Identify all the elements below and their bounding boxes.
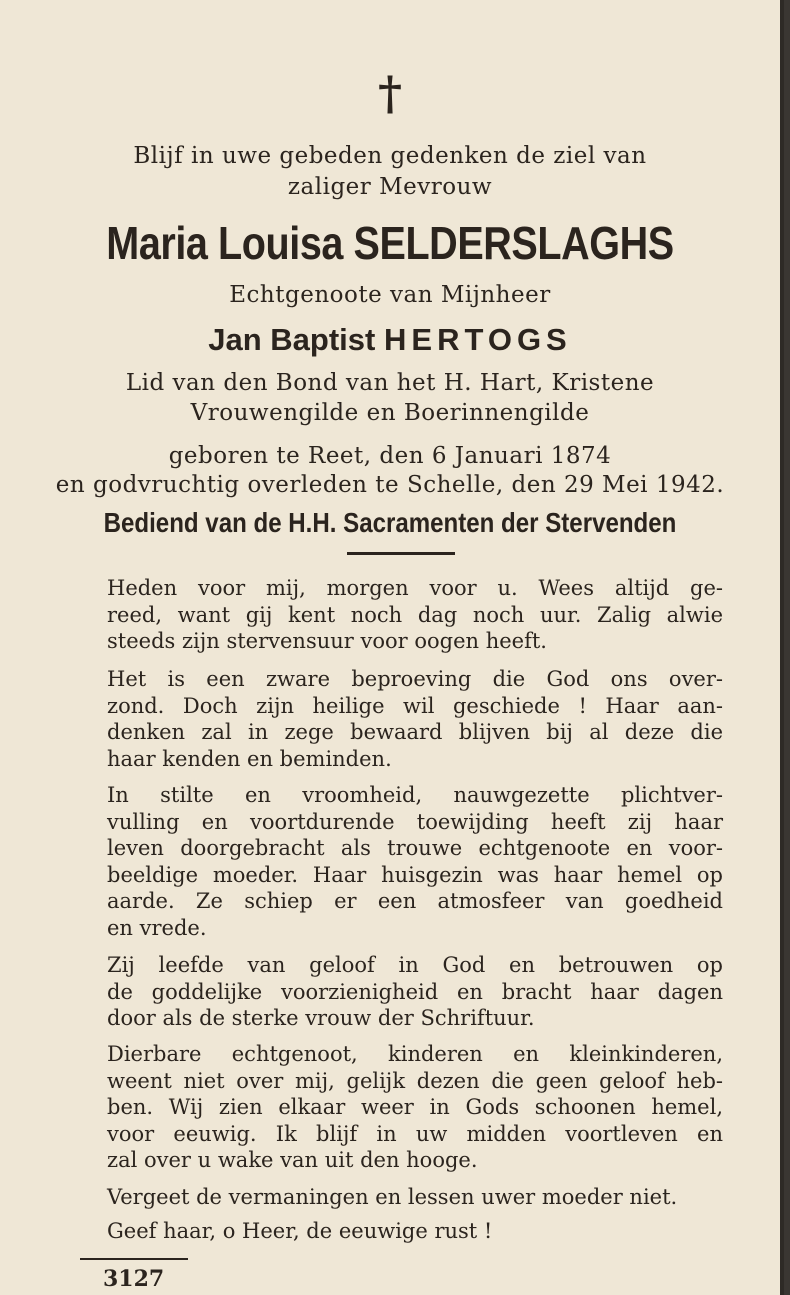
spouse-name [0, 322, 780, 358]
paragraph-3 [107, 782, 723, 941]
intro-line-1: Blijf in uwe gebeden gedenken de ziel van [133, 143, 647, 169]
paragraph-line: Dierbare echtgenoot, kinderen en kleinkinderen, [107, 1042, 723, 1066]
paragraph-line: de goddelijke voorzienigheid en bracht haar dagen [107, 979, 723, 1004]
paragraph-line: zond. Doch zijn heilige wil geschiede ! Haar aan- [107, 693, 723, 718]
paragraph-line: vulling en voortdurende toewijding heeft zij haar [107, 809, 723, 834]
spouse-intro: Echtgenoote van Mijnheer [229, 282, 551, 308]
sacraments-line: Bediend van de H.H. Sacramenten der Stervenden [103, 507, 677, 538]
paragraph-line: zal over u wake van uit den hooge. [107, 1148, 478, 1172]
paragraph-line: denken zal in zege bewaard blijven bij al deze die [107, 720, 723, 744]
birth-line: geboren te Reet, den 6 Januari 1874 [168, 443, 612, 469]
cross-icon: † [377, 66, 403, 120]
spouse-first-names: Jan Baptist [208, 322, 376, 357]
paragraph-4 [107, 952, 723, 1032]
paragraph-1 [107, 575, 723, 655]
paragraph-line: leven doorgebracht als trouwe echtgenoote en voor- [107, 836, 723, 860]
paragraph-line: reed, want gij kent noch dag noch uur. Zalig alwie [107, 602, 723, 627]
paragraph-line: haar kenden en beminden. [107, 746, 392, 771]
divider-rule [347, 552, 455, 555]
paragraph-line: voor eeuwig. Ik blijf in uw midden voortleven en [107, 1121, 723, 1146]
paragraph-line: In stilte en vroomheid, nauwgezette plichtver- [107, 783, 723, 807]
closing-line-2: Geef haar, o Heer, de eeuwige rust ! [107, 1219, 493, 1243]
deceased-name: Maria Louisa SELDERSLAGHS [106, 217, 674, 269]
membership-line-2: Vrouwengilde en Boerinnengilde [190, 400, 590, 426]
paragraph-line: weent niet over mij, gelijk dezen die geen geloof heb- [107, 1068, 723, 1093]
paragraph-line: Zij leefde van geloof in God en betrouwen op [107, 953, 723, 977]
spouse-surname: HERTOGS [384, 322, 572, 357]
paragraph-line: ben. Wij zien elkaar weer in Gods schoonen hemel, [107, 1095, 723, 1119]
number-rule [80, 1258, 188, 1260]
paragraph-line: steeds zijn stervensuur voor oogen heeft. [107, 629, 547, 653]
paragraph-5 [107, 1041, 723, 1174]
closing-line-1: Vergeet de vermaningen en lessen uwer moeder niet. [107, 1185, 678, 1209]
paragraph-line: beeldige moeder. Haar huisgezin was haar hemel op [107, 862, 723, 887]
paragraph-2 [107, 666, 723, 772]
paragraph-line: Het is een zware beproeving die God ons over- [107, 667, 723, 691]
membership-line-1: Lid van den Bond van het H. Hart, Kristene [125, 370, 655, 396]
paragraph-line: Heden voor mij, morgen voor u. Wees altijd ge- [107, 576, 723, 600]
paragraph-line: door als de sterke vrouw der Schriftuur. [107, 1006, 535, 1030]
intro-line-2: zaliger Mevrouw [287, 174, 493, 200]
death-line: en godvruchtig overleden te Schelle, den 29 Mei 1942. [55, 472, 725, 498]
card-number: 3127 [103, 1266, 165, 1292]
paragraph-line: en vrede. [107, 915, 207, 940]
paragraph-line: aarde. Ze schiep er een atmosfeer van goedheid [107, 889, 723, 913]
